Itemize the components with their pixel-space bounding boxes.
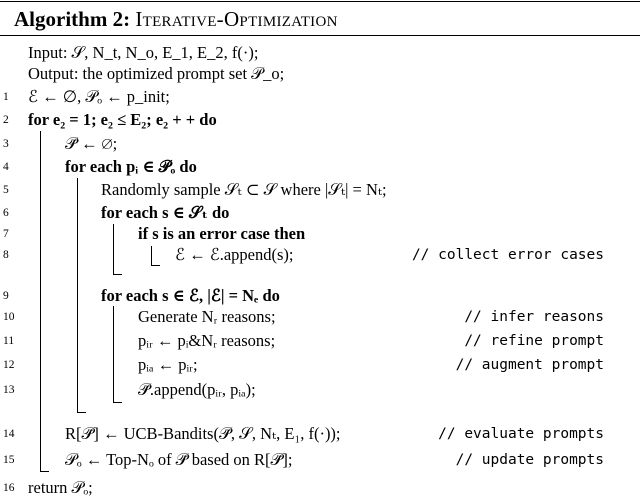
algo-line-1: ℰ ← ∅, 𝒫ₒ ← p_init; bbox=[28, 87, 170, 106]
line-number: 7 bbox=[3, 228, 9, 240]
for-each-s-block-end bbox=[113, 274, 122, 275]
line-number: 13 bbox=[3, 384, 15, 396]
for-e2-block-end bbox=[40, 471, 49, 472]
comment-15: // update prompts bbox=[455, 452, 604, 468]
for-each-pi-block-end bbox=[77, 412, 86, 413]
line-number: 12 bbox=[3, 359, 15, 371]
algo-line-3: 𝒫̃ ← ∅; bbox=[65, 134, 118, 153]
line-number: 15 bbox=[3, 454, 15, 466]
algo-line-9: for each s ∈ ℰ, |ℰ| = Nₑ do bbox=[101, 286, 280, 305]
line-number: 8 bbox=[3, 249, 9, 261]
algo-line-7: if s is an error case then bbox=[138, 224, 306, 243]
comment-10: // infer reasons bbox=[464, 309, 604, 325]
comment-8: // collect error cases bbox=[411, 247, 604, 263]
algo-line-13: 𝒫̃.append(pᵢᵣ, pᵢₐ); bbox=[138, 380, 256, 399]
output-line bbox=[28, 64, 284, 84]
if-block-bar bbox=[151, 246, 152, 265]
for-each-pi-block-bar bbox=[77, 178, 78, 412]
algo-line-6: for each s ∈ 𝒮ₜ do bbox=[101, 203, 230, 222]
line-number: 9 bbox=[3, 290, 9, 302]
algo-line-10: Generate Nᵣ reasons; bbox=[138, 307, 276, 326]
output-text: Output: the optimized prompt set 𝒫_o; bbox=[28, 64, 285, 83]
for-each-s-block-bar bbox=[113, 224, 114, 274]
line-number: 11 bbox=[3, 335, 15, 347]
algo-line-5: Randomly sample 𝒮ₜ ⊂ 𝒮 where |𝒮ₜ| = Nₜ; bbox=[101, 180, 387, 199]
comment-11: // refine prompt bbox=[464, 333, 604, 349]
if-block-end bbox=[151, 265, 160, 266]
algo-line-12: pᵢₐ ← pᵢᵣ; bbox=[138, 355, 198, 374]
comment-12: // augment prompt bbox=[455, 357, 604, 373]
title-rule bbox=[0, 35, 640, 36]
for-e2-block-bar bbox=[40, 131, 41, 471]
algo-line-8: ℰ ← ℰ.append(s); bbox=[175, 245, 294, 264]
line-number: 4 bbox=[3, 161, 9, 173]
line-number: 16 bbox=[3, 482, 15, 494]
algo-line-15: 𝒫ₒ ← Top-Nₒ of 𝒫̃ based on R[𝒫̃]; bbox=[65, 450, 293, 469]
line-number: 5 bbox=[3, 184, 9, 196]
line-number: 1 bbox=[3, 91, 9, 103]
top-rule bbox=[0, 1, 640, 2]
for-each-error-block-end bbox=[113, 402, 122, 403]
algo-line-14: R[𝒫̃] ← UCB-Bandits(𝒫̃, 𝒮, Nₜ, E₁, f(·)); bbox=[65, 424, 341, 443]
line-number: 3 bbox=[3, 138, 9, 150]
line-number: 6 bbox=[3, 207, 9, 219]
input-line bbox=[28, 43, 258, 63]
line-number: 14 bbox=[3, 428, 15, 440]
algo-line-4: for each pᵢ ∈ 𝒫ₒ do bbox=[65, 157, 197, 176]
algo-line-11: pᵢᵣ ← pᵢ&Nᵣ reasons; bbox=[138, 331, 276, 350]
algorithm-name: Iterative-Optimization bbox=[135, 7, 338, 31]
line-number: 2 bbox=[3, 114, 9, 126]
for-each-error-block-bar bbox=[113, 306, 114, 402]
algo-line-2: for e₂ = 1; e₂ ≤ E₂; e₂ + + do bbox=[28, 110, 217, 129]
input-text: Input: 𝒮, N_t, N_o, E_1, E_2, f(·); bbox=[28, 43, 259, 62]
comment-14: // evaluate prompts bbox=[438, 426, 604, 442]
algo-line-16: return 𝒫ₒ; bbox=[28, 478, 93, 497]
line-number: 10 bbox=[3, 311, 15, 323]
algorithm-label: Algorithm 2: bbox=[14, 7, 131, 31]
algorithm-title bbox=[14, 6, 338, 32]
